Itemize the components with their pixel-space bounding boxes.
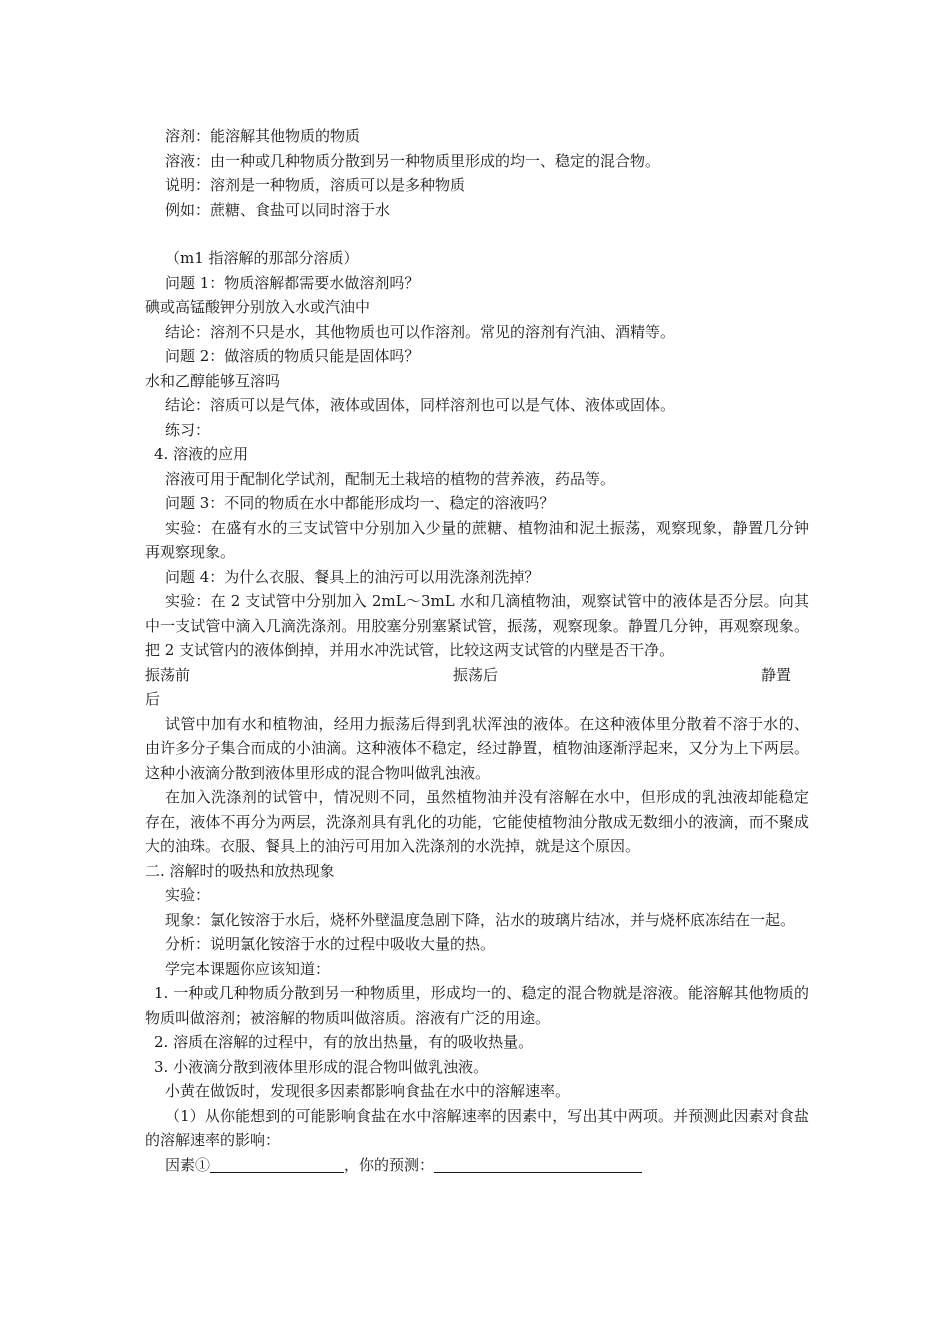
text-line: 分析：说明氯化铵溶于水的过程中吸收大量的热。	[165, 935, 496, 953]
blank-line	[145, 222, 809, 246]
text-line: 水和乙醇能够互溶吗	[145, 371, 281, 390]
text-line: 问题 4：为什么衣服、餐具上的油污可以用洗涤剂洗掉？	[165, 567, 540, 586]
summary-item: 1. 一种或几种物质分散到另一种物质里，形成均一的、稳定的混合物就是溶液。能溶解其他物质的物质叫做溶剂；被溶解的物质叫做溶质。溶液有广泛的用途。	[145, 984, 809, 1027]
factor-answer-blank[interactable]	[210, 1154, 344, 1173]
text-line: （m1 指溶解的那部分溶质）	[165, 249, 359, 267]
text-line: 学完本课题你应该知道：	[165, 959, 331, 978]
text-line: 实验：	[165, 886, 211, 904]
text-line: 溶液：由一种或几种物质分散到另一种物质里形成的均一、稳定的混合物。	[165, 151, 661, 170]
text-line: 碘或高锰酸钾分别放入水或汽油中	[145, 298, 371, 316]
text-line: 问题 2：做溶质的物质只能是固体吗？	[165, 347, 420, 365]
section-heading: 4. 溶液的应用	[154, 445, 249, 463]
caption-after-standing: 静置	[760, 665, 791, 684]
text-paragraph: 现象：氯化铵溶于水后，烧杯外壁温度急剧下降，沾水的玻璃片结冰，并与烧杯底冻结在一起。	[165, 910, 796, 929]
section-heading: 二. 溶解时的吸热和放热现象	[145, 861, 335, 880]
text-paragraph: 试管中加有水和植物油，经用力振荡后得到乳状浑浊的液体。在这种液体里分散着不溶于水的、由许多分子集合而成的小油滴。这种液体不稳定，经过静置，植物油逐渐浮起来，又分为上下两层。这种小液滴分散到液体里形成的混合物叫做乳浊液。	[145, 714, 809, 782]
text-paragraph: （1）从你能想到的可能影响食盐在水中溶解速率的因素中，写出其中两项。并预测此因素对食盐的溶解速率的影响：	[145, 1106, 809, 1149]
caption-after-shaking: 振荡后	[452, 665, 498, 684]
text-line: 练习：	[165, 420, 211, 439]
prediction-label: ，你的预测：	[344, 1155, 435, 1174]
factor-label: 因素①	[165, 1155, 211, 1174]
text-paragraph: 实验：在盛有水的三支试管中分别加入少量的蔗糖、植物油和泥土振荡，观察现象，静置几分钟再观察现象。	[145, 518, 809, 561]
text-paragraph: 在加入洗涤剂的试管中，情况则不同，虽然植物油并没有溶解在水中，但形成的乳浊液却能稳定存在，液体不再分为两层，洗涤剂具有乳化的功能，它能使植物油分散成无数细小的液滴，而不聚成大的油珠。衣服、餐具上的油污可用加入洗涤剂的水洗掉，就是这个原因。	[145, 788, 809, 855]
question-line	[145, 1153, 809, 1178]
text-line: 后	[145, 690, 161, 708]
text-line: 例如：蔗糖、食盐可以同时溶于水	[165, 200, 391, 219]
text-line: 结论：溶剂不只是水，其他物质也可以作溶剂。常见的溶剂有汽油、酒精等。	[165, 322, 676, 341]
caption-before-shaking: 振荡前	[145, 665, 191, 684]
figure-captions	[145, 663, 809, 688]
text-line: 问题 1：物质溶解都需要水做溶剂吗？	[165, 273, 420, 292]
summary-item: 2. 溶质在溶解的过程中，有的放出热量，有的吸收热量。	[154, 1033, 534, 1051]
text-line: 问题 3：不同的物质在水中都能形成均一、稳定的溶液吗？	[165, 494, 555, 512]
summary-item: 3. 小液滴分散到液体里形成的混合物叫做乳浊液。	[154, 1057, 489, 1076]
text-paragraph: 实验：在 2 支试管中分别加入 2mL～3mL 水和几滴植物油，观察试管中的液体是否分层。向其中一支试管中滴入几滴洗涤剂。用胶塞分别塞紧试管，振荡，观察现象。静置几分钟，再观察现象。把 2 支试管内的液体倒掉，并用水冲洗试管，比较这两支试管的内壁是否干净。	[145, 592, 809, 659]
text-line: 小黄在做饭时，发现很多因素都影响食盐在水中的溶解速率。	[165, 1082, 571, 1100]
text-line: 说明：溶剂是一种物质，溶质可以是多种物质	[165, 176, 466, 194]
text-line: 结论：溶质可以是气体，液体或固体，同样溶剂也可以是气体、液体或固体。	[165, 396, 676, 414]
text-line: 溶剂：能溶解其他物质的物质	[165, 127, 361, 145]
prediction-answer-blank[interactable]	[434, 1154, 642, 1173]
text-line: 溶液可用于配制化学试剂，配制无土栽培的植物的营养液，药品等。	[165, 469, 616, 488]
document-body	[145, 124, 809, 1177]
